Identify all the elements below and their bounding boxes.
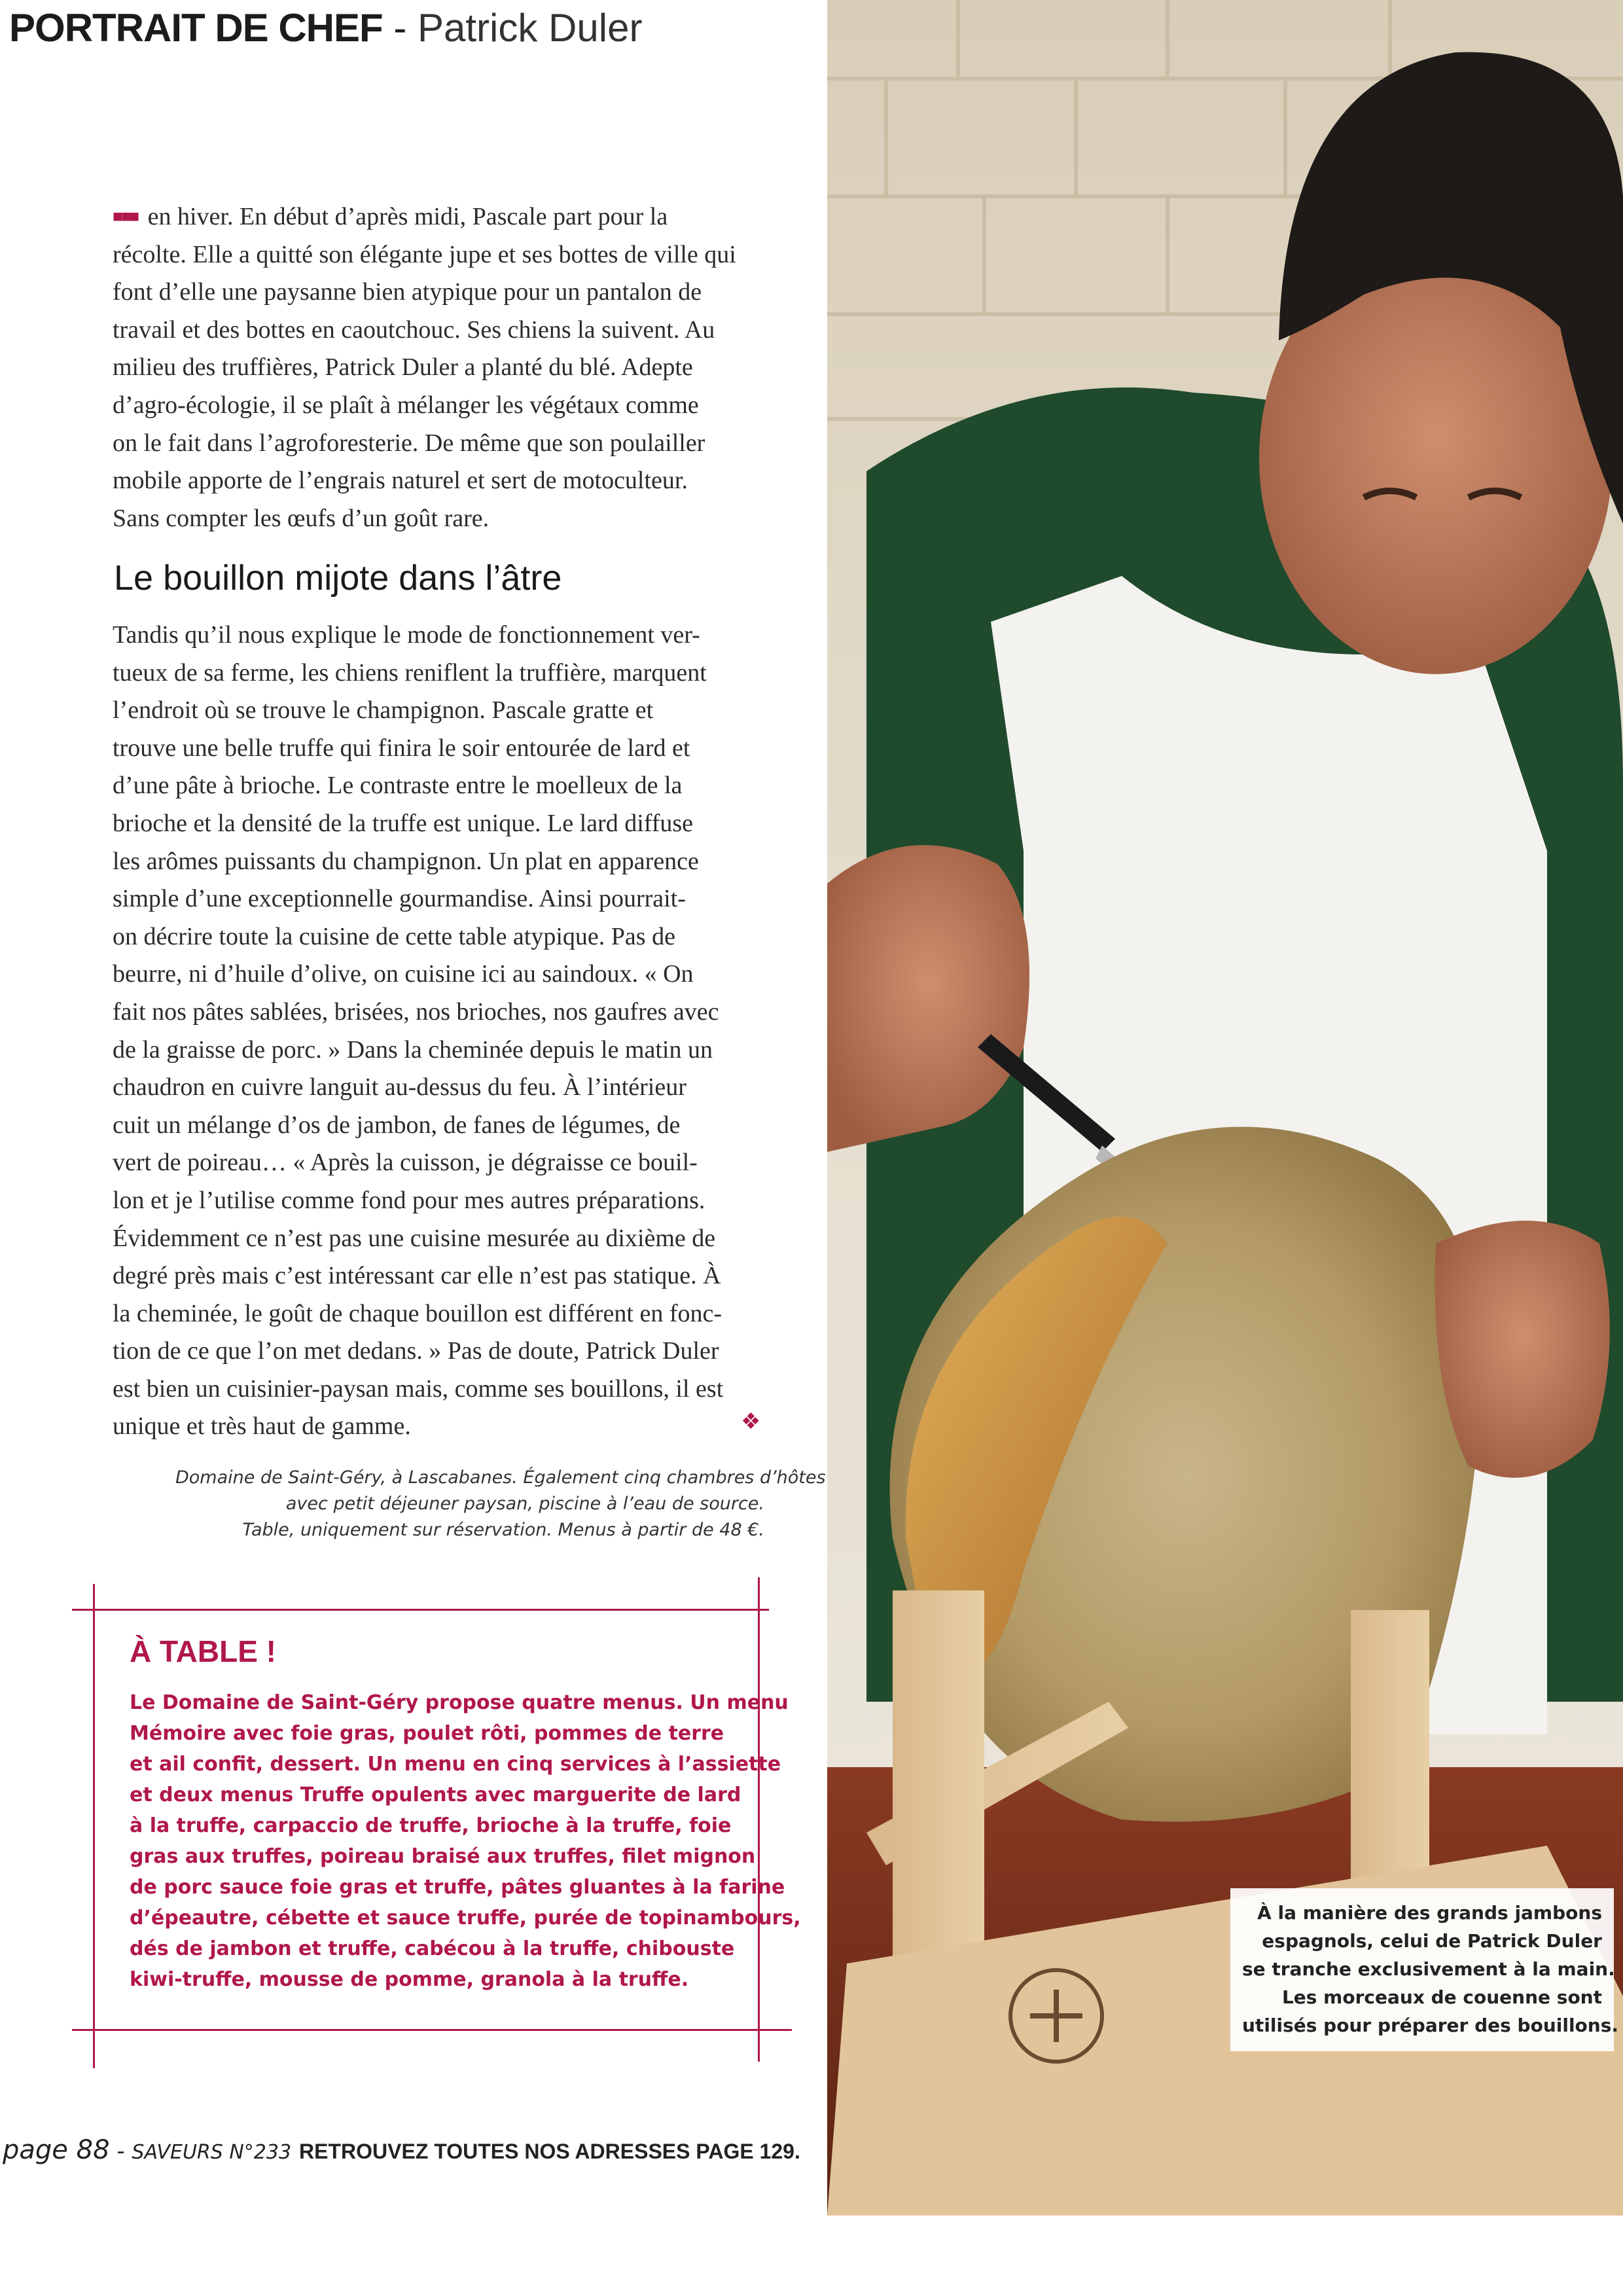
box-line: d’épeautre, cébette et sauce truffe, purée de topinambours, [130, 1907, 801, 1929]
text-line: chaudron en cuivre languit au-dessus du feu. À l’intérieur [113, 1073, 687, 1102]
box-line: de porc sauce foie gras et truffe, pâtes gluantes à la farine [130, 1876, 785, 1899]
box-line: Le Domaine de Saint-Géry propose quatre menus. Un menu [130, 1691, 789, 1714]
menu-sidebar-box [72, 1584, 801, 2022]
box-text [130, 1687, 801, 1995]
text-line: ■■■ en hiver. En début d’après midi, Pascale part pour la [113, 203, 668, 230]
credits-line: avec petit déjeuner paysan, piscine à l’eau de source. [285, 1494, 764, 1514]
magazine-issue: SAVEURS N°233 [132, 2141, 292, 2164]
text-line: mobile apporte de l’engrais naturel et sert de motoculteur. [113, 467, 688, 495]
text-line: milieu des truffières, Patrick Duler a planté du blé. Adepte [113, 353, 693, 382]
credits-line: Domaine de Saint-Géry, à Lascabanes. Également cinq chambres d’hôtes [175, 1467, 826, 1488]
text-line: on le fait dans l’agroforesterie. De même que son poulailler [113, 429, 705, 457]
text-line: de la graisse de porc. » Dans la cheminée depuis le matin un [113, 1035, 713, 1064]
chef-ham-photo [827, 0, 1623, 2215]
section-title: PORTRAIT DE CHEF [9, 6, 383, 50]
box-line: dés de jambon et truffe, cabécou à la truffe, chibouste [130, 1937, 735, 1960]
text-line: unique et très haut de gamme. [113, 1412, 411, 1441]
caption-line: espagnols, celui de Patrick Duler [1262, 1930, 1602, 1952]
text-line: simple d’une exceptionnelle gourmandise. Ainsi pourrait- [113, 885, 686, 913]
address-credits [175, 1465, 826, 1543]
photo-caption [1230, 1888, 1619, 2051]
footer-separator: - [109, 2138, 132, 2164]
text-line: beurre, ni d’huile d’olive, on cuisine ici au saindoux. « On [113, 960, 694, 988]
box-bottom-rule [72, 2029, 792, 2031]
article-paragraph-2 [113, 617, 766, 1446]
box-top-rule [72, 1609, 769, 1611]
text-line: l’endroit où se trouve le champignon. Pascale gratte et [113, 696, 654, 725]
continuation-marker: ■■■ [113, 206, 138, 226]
box-title: À TABLE ! [130, 1634, 277, 1668]
article-subheading: Le bouillon mijote dans l’âtre [114, 558, 562, 598]
text-line: tueux de sa ferme, les chiens reniflent la truffière, marquent [113, 658, 707, 687]
text-line: fait nos pâtes sablées, brisées, nos brioches, nos gaufres avec [113, 997, 719, 1026]
article-paragraph-1 [113, 198, 766, 537]
box-line: et deux menus Truffe opulents avec marguerite de lard [130, 1784, 741, 1806]
credits-line: Table, uniquement sur réservation. Menus à partir de 48 €. [242, 1520, 764, 1540]
caption-line: utilisés pour préparer des bouillons. [1242, 2015, 1619, 2036]
text-line: récolte. Elle a quitté son élégante jupe et ses bottes de ville qui [113, 240, 736, 268]
text-line: Sans compter les œufs d’un goût rare. [113, 504, 490, 532]
text-line: Tandis qu’il nous explique le mode de fonctionnement ver- [113, 621, 700, 649]
caption-line: Les morceaux de couenne sont [1281, 1986, 1602, 2008]
text-line: cuit un mélange d’os de jambon, de fanes de légumes, de [113, 1111, 681, 1139]
text-line: travail et des bottes en caoutchouc. Ses chiens la suivent. Au [113, 315, 715, 344]
text-line: brioche et la densité de la truffe est unique. Le lard diffuse [113, 809, 694, 837]
text-line: trouve une belle truffe qui finira le soir entourée de lard et [113, 734, 690, 762]
text-line: vert de poireau… « Après la cuisson, je dégraisse ce bouil- [113, 1149, 698, 1177]
box-line: à la truffe, carpaccio de truffe, brioche à la truffe, foie [130, 1814, 732, 1837]
box-left-rule [93, 1584, 95, 2068]
box-line: et ail confit, dessert. Un menu en cinq services à l’assiette [130, 1753, 781, 1776]
box-line: kiwi-truffe, mousse de pomme, granola à la truffe. [130, 1968, 689, 1991]
text-line: la cheminée, le goût de chaque bouillon est différent en fonc- [113, 1299, 722, 1327]
text-line: Évidemment ce n’est pas une cuisine mesurée au dixième de [113, 1224, 716, 1252]
text-line: d’agro-écologie, il se plaît à mélanger les végétaux comme [113, 391, 699, 419]
end-of-article-icon: ❖ [741, 1410, 761, 1434]
box-line: Mémoire avec foie gras, poulet rôti, pommes de terre [130, 1722, 724, 1745]
chef-name: Patrick Duler [418, 6, 643, 50]
text-line: degré près mais c’est intéressant car elle n’est pas statique. À [113, 1262, 721, 1290]
page-header [9, 5, 642, 50]
page-number: page 88 [3, 2135, 110, 2165]
header-separator: - [382, 6, 418, 50]
box-line: gras aux truffes, poireau braisé aux truffes, filet mignon [130, 1845, 756, 1868]
text-line: on décrire toute la cuisine de cette table atypique. Pas de [113, 922, 675, 950]
page-footer [3, 2135, 800, 2165]
text-line: lon et je l’utilise comme fond pour mes autres préparations. [113, 1186, 705, 1214]
text-line: tion de ce que l’on met dedans. » Pas de doute, Patrick Duler [113, 1337, 719, 1365]
text-line: d’une pâte à brioche. Le contraste entre le moelleux de la [113, 772, 683, 800]
addresses-reference: RETROUVEZ TOUTES NOS ADRESSES PAGE 129. [299, 2140, 800, 2163]
text-line: les arômes puissants du champignon. Un plat en apparence [113, 847, 699, 875]
caption-line: À la manière des grands jambons [1257, 1902, 1602, 1924]
caption-line: se tranche exclusivement à la main. [1242, 1958, 1615, 1980]
text-line: font d’elle une paysanne bien atypique pour un pantalon de [113, 278, 702, 306]
text-line: est bien un cuisinier-paysan mais, comme ses bouillons, il est [113, 1374, 724, 1403]
